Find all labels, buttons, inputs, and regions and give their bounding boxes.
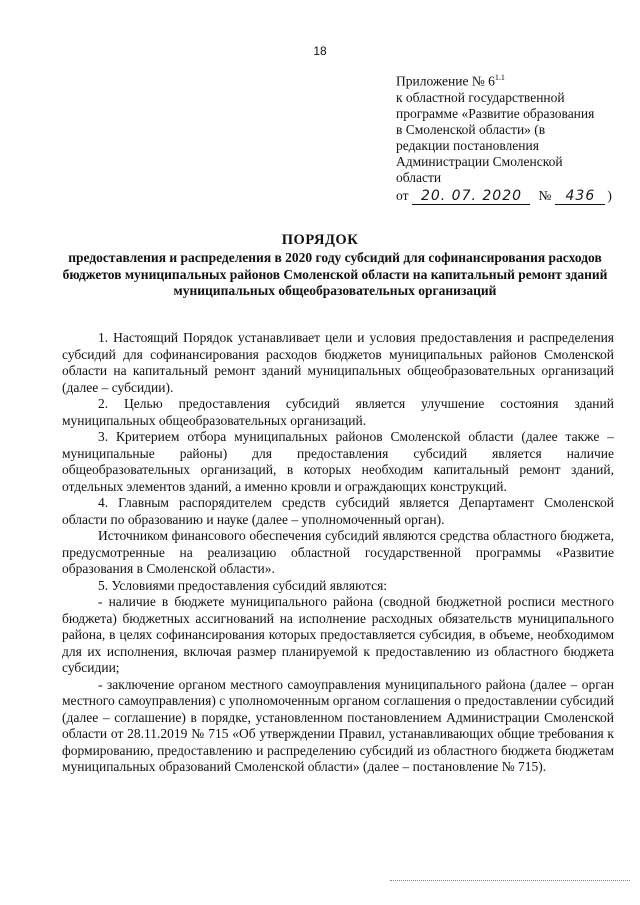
footer-scan-artifact [390,880,630,881]
document-subtitle: предоставления и распределения в 2020 году субсидий для софинансирования расходов бюджетов муниципальных районов Смоленской области на капитальный ремонт зданий муниципальных общеобразовательных организаций [62,250,608,298]
annex-title-superscript: 1.1 [494,73,505,82]
paragraph: - наличие в бюджете муниципального района (сводной бюджетной росписи местного бюджета) бюджетных ассигнований на исполнение расходных обязательств муниципального района, в целях софинансирования которых предоставляется субсидия, в объеме, необходимом для их исполнения, включая размер планируемой к предоставлению из областного бюджета субсидии; [62,594,614,675]
paragraph: 4. Главным распорядителем средств субсидий является Департамент Смоленской области по образованию и науке (далее – уполномоченный орган). [62,495,614,527]
annex-line: к областной государственной [396,89,565,105]
annex-line: редакции постановления [396,137,539,153]
document-title: ПОРЯДОК [281,232,359,248]
annex-title: Приложение № 6 [396,73,495,89]
paragraph: 5. Условиями предоставления субсидий являются: [98,577,388,593]
annex-line: области [396,169,442,185]
annex-header [396,70,612,205]
handwritten-number: 436 [555,188,605,205]
date-prefix: от [396,187,409,203]
annex-title-line [396,70,612,90]
closing-paren: ) [607,187,612,203]
annex-date-row [396,188,612,205]
number-prefix: № [538,187,552,203]
annex-line: Администрации Смоленской [396,153,563,169]
paragraph: Источником финансового обеспечения субсидий являются средства областного бюджета, предусмотренные на реализацию областной государственной программы «Развитие образования в Смоленской области». [62,528,614,576]
document-body [62,330,614,776]
paragraph: 1. Настоящий Порядок устанавливает цели и условия предоставления и распределения субсидий для софинансирования расходов бюджетов муниципальных районов Смоленской области на капитальный ремонт зданий муниципальных общеобразовательных организаций (далее – субсидии). [62,330,614,395]
annex-line: программе «Развитие образования [396,105,595,121]
handwritten-date: 20. 07. 2020 [412,188,530,205]
paragraph: 3. Критерием отбора муниципальных районов Смоленской области (далее также – муниципальные районы) для предоставления субсидий является наличие общеобразовательных организаций, в которых необходим капитальный ремонт зданий, отдельных элементов зданий, а именно кровли и ограждающих конструкций. [62,429,614,494]
paragraph: - заключение органом местного самоуправления муниципального района (далее – орган местного самоуправления) с уполномоченным органом соглашения о предоставлении субсидий (далее – соглашение) в порядке, установленном постановлением Администрации Смоленской области от 28.11.2019 № 715 «Об утверждении Правил, устанавливающих общие требования к формированию, предоставлению и распределению субсидий из областного бюджета бюджетам муниципальных образований Смоленской области» (далее – постановление № 715). [62,676,614,774]
page-number: 18 [313,44,327,58]
annex-line: в Смоленской области» (в [396,121,546,137]
paragraph: 2. Целью предоставления субсидий является улучшение состояния зданий муниципальных общеобразовательных организаций. [62,396,614,428]
